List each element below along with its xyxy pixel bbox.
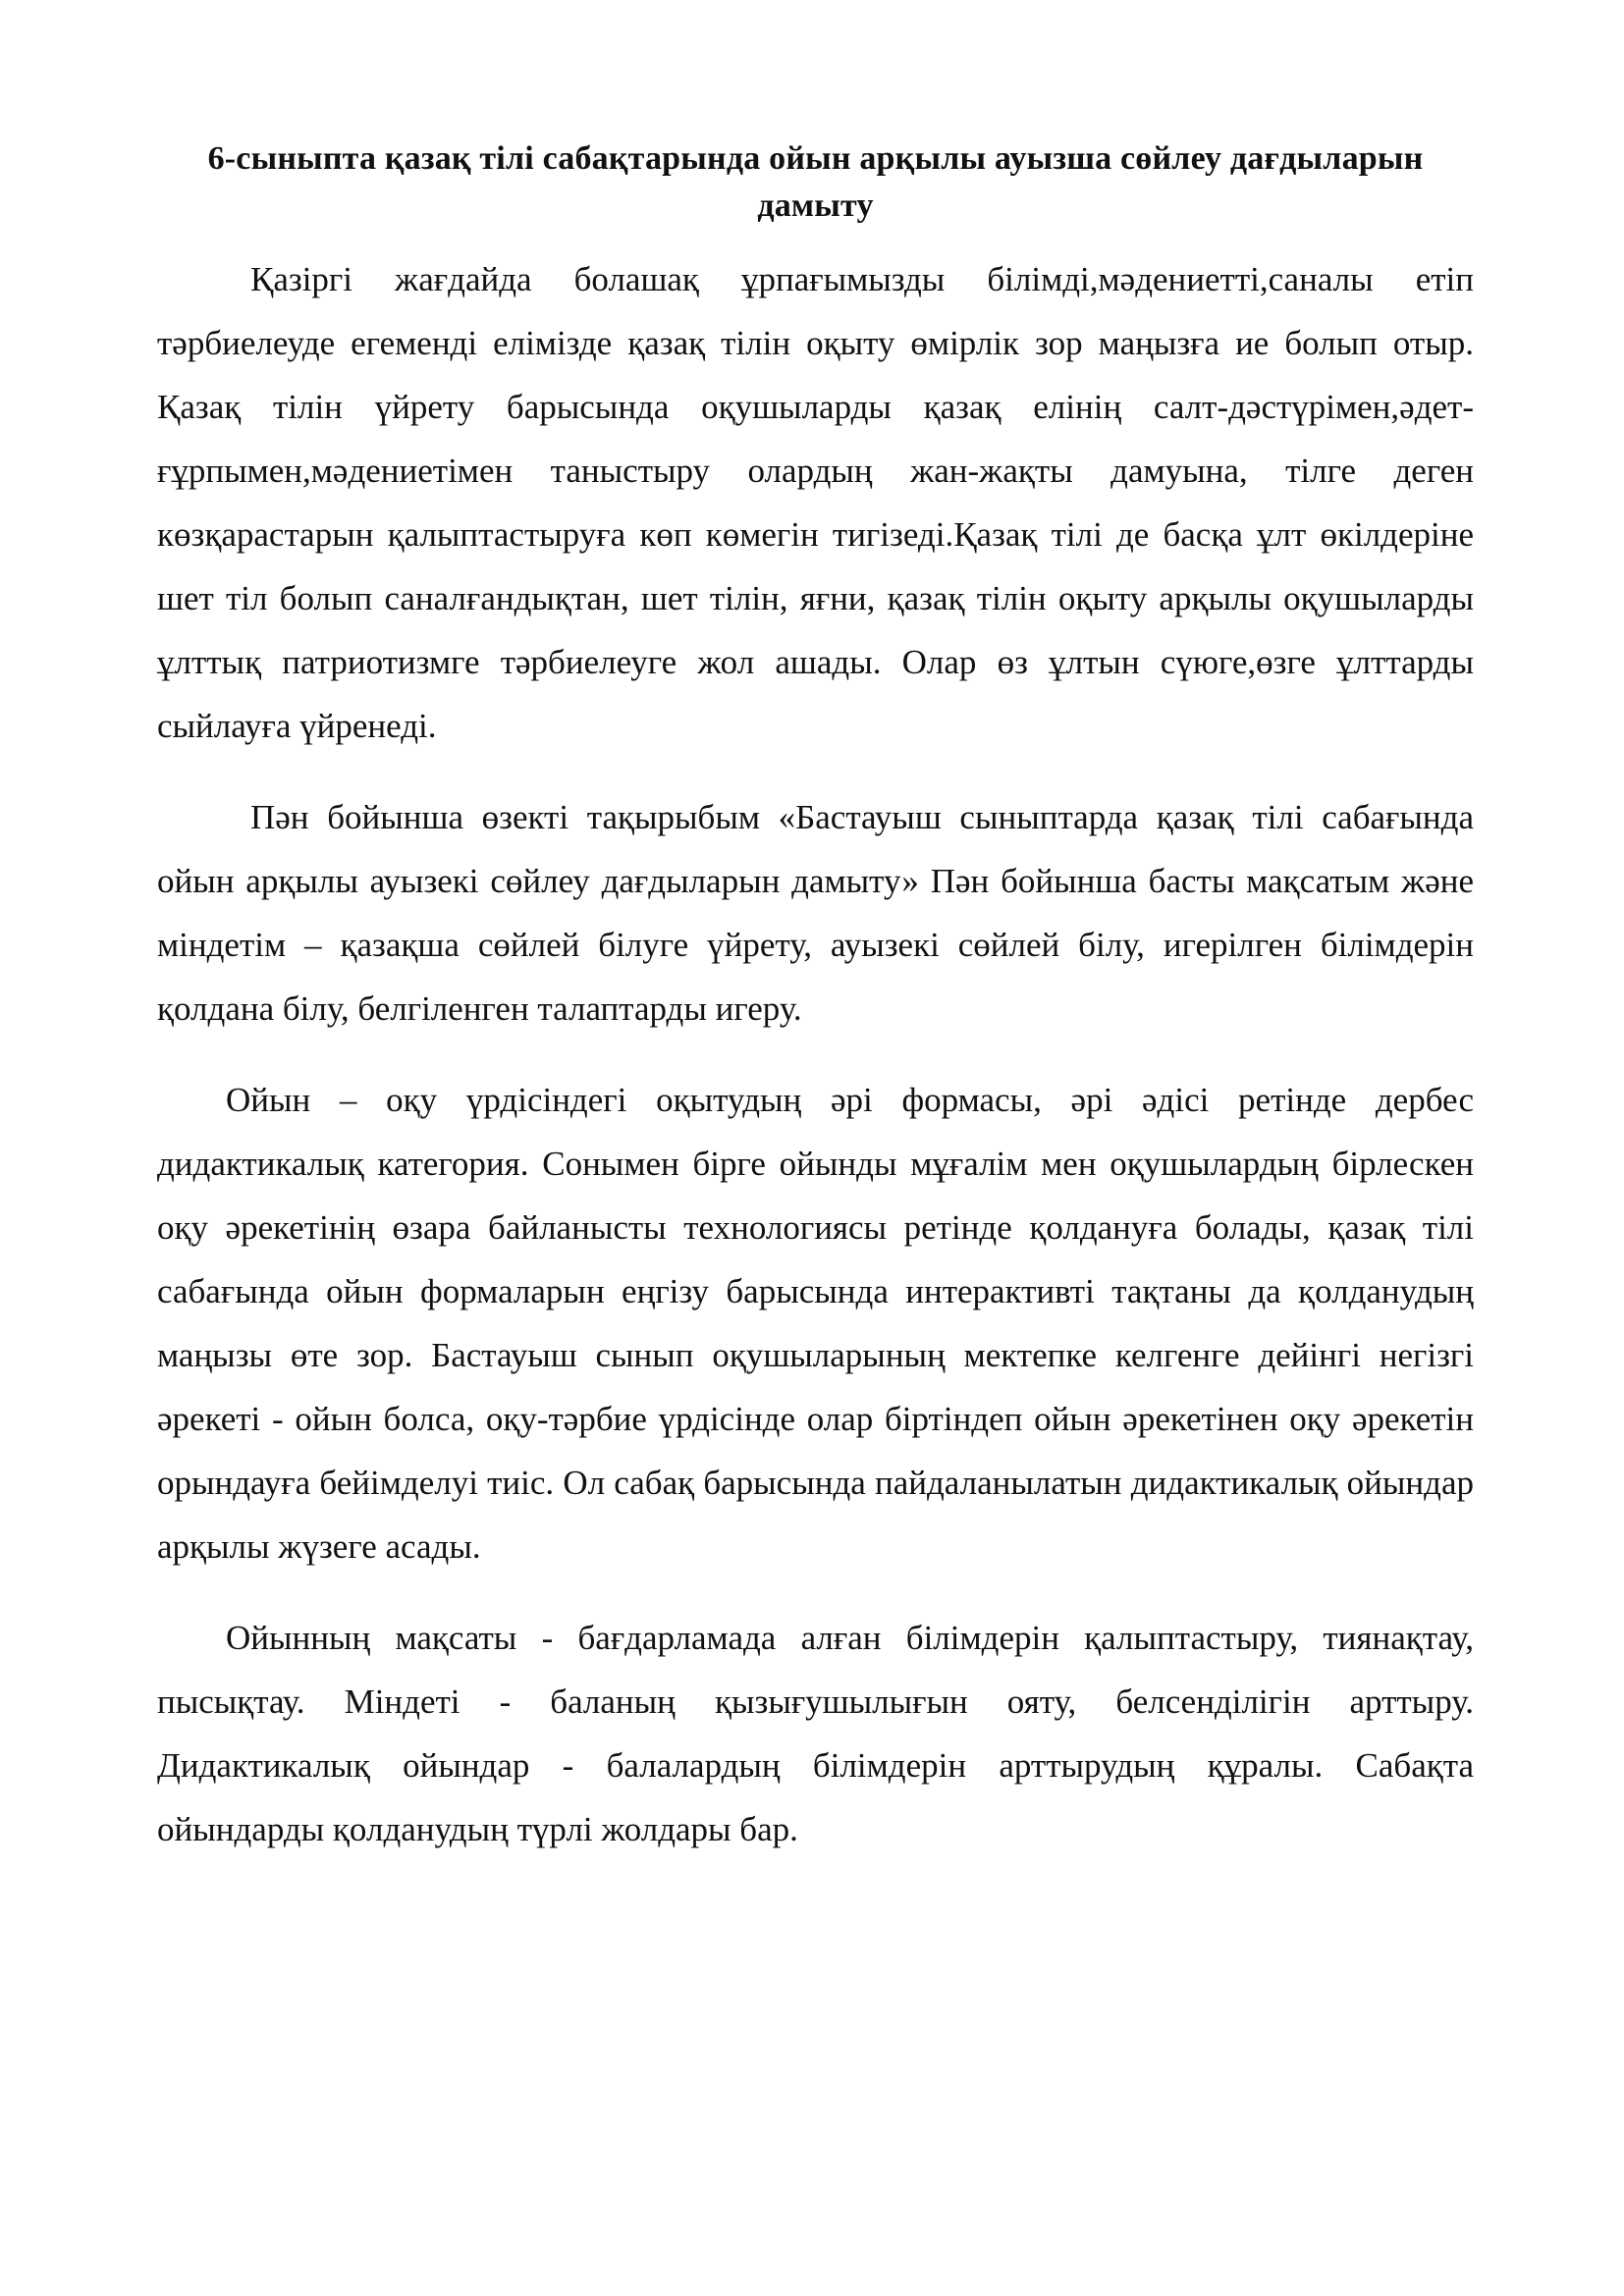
paragraph-3: Ойын – оқу үрдісіндегі оқытудың әрі формасы, әрі әдісі ретінде дербес дидактикалық категория. Сонымен бірге ойынды мұғалім мен оқушылардың бірлескен оқу әрекетінің өзара байланысты технологиясы ретінде қолдануға болады, қазақ тілі сабағында ойын формаларын еңгізу барысында интерактивті тақтаны да қолданудың маңызы өте зор. Бастауыш сынып оқушыларының мектепке келгенге дейінгі негізгі әрекеті - ойын болса, оқу-тәрбие үрдісінде олар біртіндеп ойын әрекетінен оқу әрекетін орындауға бейімделуі тиіс. Ол сабақ барысында пайдаланылатын дидактикалық ойындар арқылы жүзеге асады.: [157, 1081, 1474, 1566]
paragraph-1: Қазіргі жағдайда болашақ ұрпағымызды білімді,мәдениетті,саналы етіп тәрбиелеуде егеменді елімізде қазақ тілін оқыту өмірлік зор маңызға ие болып отыр. Қазақ тілін үйрету барысында оқушыларды қазақ елінің салт-дәстүрімен,әдет-ғұрпымен,мәдениетімен таныстыру олардың жан-жақты дамуына, тілге деген көзқарастарын қалыптастыруға көп көмегін тигізеді.Қазақ тілі де басқа ұлт өкілдеріне шет тіл болып саналғандықтан, шет тілін, яғни, қазақ тілін оқыту арқылы оқушыларды ұлттық патриотизмге тәрбиелеуге жол ашады. Олар өз ұлтын сүюге,өзге ұлттарды сыйлауға үйренеді.: [157, 260, 1474, 745]
paragraph-2: Пән бойынша өзекті тақырыбым «Бастауыш сыныптарда қазақ тілі сабағында ойын арқылы ауызекі сөйлеу дағдыларын дамыту» Пән бойынша басты мақсатым және міндетім – қазақша сөйлей білуге үйрету, ауызекі сөйлей білу, игерілген білімдерін қолдана білу, белгіленген талаптарды игеру.: [157, 798, 1474, 1028]
paragraph-4: Ойынның мақсаты - бағдарламада алған білімдерін қалыптастыру, тиянақтау, пысықтау. Міндеті - баланың қызығушылығын ояту, белсенділігін арттыру. Дидактикалық ойындар - балалардың білімдерін арттырудың құралы. Сабақта ойындарды қолданудың түрлі жолдары бар.: [157, 1619, 1474, 1848]
document-title: 6-сыныпта қазақ тілі сабақтарында ойын арқылы ауызша сөйлеу дағдыларын дамыту: [207, 140, 1424, 224]
